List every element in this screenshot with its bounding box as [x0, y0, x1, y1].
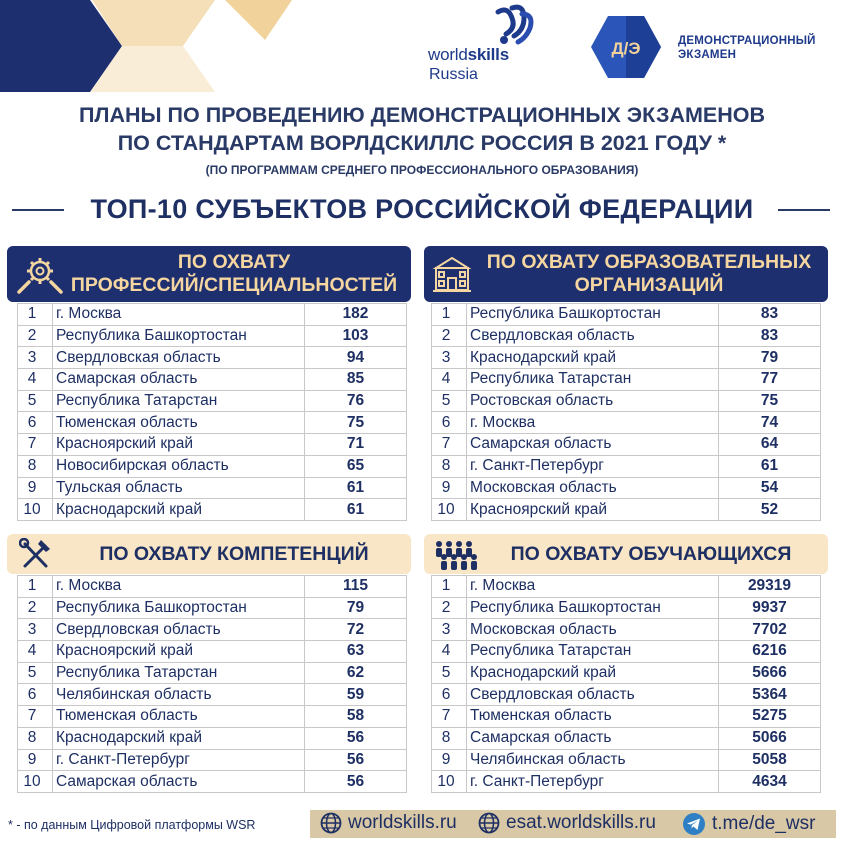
value-cell: 77 [719, 369, 821, 391]
value-cell: 62 [305, 662, 407, 684]
value-cell: 79 [719, 347, 821, 369]
value-cell: 4634 [719, 771, 821, 793]
value-cell: 72 [305, 619, 407, 641]
rank-cell: 5 [432, 662, 467, 684]
rank-cell: 4 [18, 369, 53, 391]
table-row [432, 477, 821, 499]
rank-cell: 8 [18, 727, 53, 749]
panel-organizations [424, 246, 828, 520]
rank-cell: 10 [432, 771, 467, 793]
region-cell: Свердловская область [467, 684, 719, 706]
table-row [432, 434, 821, 456]
rank-cell: 10 [18, 771, 53, 793]
table-row [18, 771, 407, 793]
table-row [18, 455, 407, 477]
value-cell: 75 [305, 412, 407, 434]
rank-cell: 9 [432, 749, 467, 771]
table-row [432, 347, 821, 369]
rank-cell: 4 [432, 641, 467, 663]
table-row [432, 499, 821, 521]
region-cell: Новосибирская область [53, 455, 305, 477]
rank-cell: 4 [432, 369, 467, 391]
rank-cell: 8 [432, 727, 467, 749]
value-cell: 94 [305, 347, 407, 369]
top10-heading [0, 194, 844, 228]
rank-cell: 4 [18, 641, 53, 663]
table-row [18, 434, 407, 456]
table-row [432, 597, 821, 619]
rank-cell: 6 [432, 412, 467, 434]
table-row [18, 684, 407, 706]
region-cell: Республика Башкортостан [467, 304, 719, 326]
demo-exam-wordmark [678, 34, 816, 62]
people-group-icon [434, 540, 478, 570]
region-cell: Республика Татарстан [53, 662, 305, 684]
worldskills-emblem-icon [490, 4, 538, 48]
value-cell: 76 [305, 390, 407, 412]
table-row [432, 304, 821, 326]
panel-students [424, 534, 828, 794]
panel-organizations-title-line2: ОРГАНИЗАЦИЙ [574, 274, 724, 296]
top10-title: ТОП-10 СУБЪЕКТОВ РОССИЙСКОЙ ФЕДЕРАЦИИ [90, 194, 754, 224]
demo-exam-line2: ЭКЗАМЕН [678, 49, 737, 61]
region-cell: Тульская область [53, 477, 305, 499]
panel-competencies [7, 534, 411, 794]
link-telegram[interactable] [682, 812, 815, 836]
rank-cell: 9 [432, 477, 467, 499]
table-row [432, 455, 821, 477]
table-row [432, 706, 821, 728]
region-cell: Красноярский край [53, 434, 305, 456]
region-cell: Краснодарский край [467, 662, 719, 684]
value-cell: 61 [305, 499, 407, 521]
school-building-icon [432, 256, 472, 294]
region-cell: Республика Башкортостан [53, 597, 305, 619]
value-cell: 7702 [719, 619, 821, 641]
region-cell: Московская область [467, 477, 719, 499]
region-cell: г. Санкт-Петербург [467, 771, 719, 793]
region-cell: Краснодарский край [53, 727, 305, 749]
rank-cell: 2 [18, 597, 53, 619]
value-cell: 83 [719, 304, 821, 326]
region-cell: Ростовская область [467, 390, 719, 412]
table-row [18, 477, 407, 499]
rank-cell: 6 [432, 684, 467, 706]
value-cell: 182 [305, 304, 407, 326]
globe-icon [478, 812, 500, 834]
value-cell: 5364 [719, 684, 821, 706]
table-row [18, 597, 407, 619]
table-row [432, 325, 821, 347]
link-esat-text: esat.worldskills.ru [506, 812, 656, 833]
table-row [18, 641, 407, 663]
table-row [432, 749, 821, 771]
table-row [18, 412, 407, 434]
region-cell: Самарская область [467, 434, 719, 456]
region-cell: Краснодарский край [467, 347, 719, 369]
region-cell: г. Москва [53, 304, 305, 326]
region-cell: Свердловская область [53, 347, 305, 369]
region-cell: г. Санкт-Петербург [53, 749, 305, 771]
table-row [18, 390, 407, 412]
page-subtitle: (ПО ПРОГРАММАМ СРЕДНЕГО ПРОФЕССИОНАЛЬНОГО ОБРАЗОВАНИЯ) [205, 163, 639, 177]
region-cell: Челябинская область [53, 684, 305, 706]
region-cell: Краснодарский край [53, 499, 305, 521]
link-worldskills-text: worldskills.ru [348, 812, 457, 833]
crossed-tools-icon [19, 538, 53, 570]
demo-exam-badge-text: Д/Э [611, 39, 641, 58]
panel-organizations-header [424, 246, 828, 302]
table-row [432, 727, 821, 749]
value-cell: 64 [719, 434, 821, 456]
rank-cell: 6 [18, 412, 53, 434]
value-cell: 5275 [719, 706, 821, 728]
rank-cell: 9 [18, 749, 53, 771]
worldskills-subtitle: Russia [429, 66, 478, 83]
telegram-icon [682, 812, 706, 836]
region-cell: Самарская область [467, 727, 719, 749]
table-row [432, 412, 821, 434]
value-cell: 56 [305, 749, 407, 771]
value-cell: 5066 [719, 727, 821, 749]
rank-cell: 3 [18, 619, 53, 641]
value-cell: 103 [305, 325, 407, 347]
value-cell: 59 [305, 684, 407, 706]
table-row [18, 304, 407, 326]
region-cell: Свердловская область [53, 619, 305, 641]
region-cell: Самарская область [53, 369, 305, 391]
value-cell: 5666 [719, 662, 821, 684]
panel-organizations-title [472, 251, 826, 297]
panel-competencies-header [7, 534, 411, 574]
table-row [18, 325, 407, 347]
table-competencies [17, 575, 407, 793]
value-cell: 58 [305, 706, 407, 728]
table-row [18, 499, 407, 521]
region-cell: г. Санкт-Петербург [467, 455, 719, 477]
region-cell: Республика Башкортостан [53, 325, 305, 347]
demo-exam-logo [591, 16, 661, 78]
globe-icon [320, 812, 342, 834]
value-cell: 75 [719, 390, 821, 412]
table-organizations [431, 303, 821, 521]
value-cell: 6216 [719, 641, 821, 663]
value-cell: 71 [305, 434, 407, 456]
table-row [432, 576, 821, 598]
value-cell: 5058 [719, 749, 821, 771]
value-cell: 74 [719, 412, 821, 434]
rank-cell: 8 [432, 455, 467, 477]
region-cell: г. Москва [467, 576, 719, 598]
rank-cell: 3 [432, 347, 467, 369]
rank-cell: 7 [432, 706, 467, 728]
table-students [431, 575, 821, 793]
panel-professions-title-line1: ПО ОХВАТУ [177, 251, 291, 273]
footer-links-bar [310, 810, 836, 838]
rank-cell: 8 [18, 455, 53, 477]
value-cell: 61 [719, 455, 821, 477]
region-cell: Свердловская область [467, 325, 719, 347]
rank-cell: 2 [432, 325, 467, 347]
rank-cell: 1 [18, 576, 53, 598]
rank-cell: 10 [432, 499, 467, 521]
panel-organizations-title-line1: ПО ОХВАТУ ОБРАЗОВАТЕЛЬНЫХ [486, 251, 812, 273]
value-cell: 29319 [719, 576, 821, 598]
table-row [432, 662, 821, 684]
table-row [18, 727, 407, 749]
rank-cell: 7 [18, 434, 53, 456]
region-cell: Республика Башкортостан [467, 597, 719, 619]
rank-cell: 7 [432, 434, 467, 456]
region-cell: Тюменская область [467, 706, 719, 728]
rank-cell: 9 [18, 477, 53, 499]
link-worldskills[interactable] [320, 812, 457, 834]
link-esat[interactable] [478, 812, 656, 834]
rank-cell: 10 [18, 499, 53, 521]
value-cell: 54 [719, 477, 821, 499]
table-row [18, 369, 407, 391]
table-row [432, 390, 821, 412]
rank-cell: 3 [432, 619, 467, 641]
rank-cell: 1 [432, 304, 467, 326]
table-row [18, 619, 407, 641]
divider-right [778, 209, 830, 211]
table-row [432, 619, 821, 641]
panel-professions-title [59, 251, 409, 297]
rank-cell: 5 [18, 390, 53, 412]
decorative-corner-shapes [0, 0, 300, 92]
value-cell: 9937 [719, 597, 821, 619]
page-title-line1: ПЛАНЫ ПО ПРОВЕДЕНИЮ ДЕМОНСТРАЦИОННЫХ ЭКЗАМЕНОВ [78, 103, 766, 127]
table-row [18, 749, 407, 771]
rank-cell: 2 [432, 597, 467, 619]
value-cell: 115 [305, 576, 407, 598]
value-cell: 63 [305, 641, 407, 663]
value-cell: 85 [305, 369, 407, 391]
value-cell: 56 [305, 727, 407, 749]
value-cell: 79 [305, 597, 407, 619]
rank-cell: 5 [18, 662, 53, 684]
panel-students-header [424, 534, 828, 574]
panel-professions-title-line2: ПРОФЕССИЙ/СПЕЦИАЛЬНОСТЕЙ [70, 274, 398, 296]
region-cell: г. Москва [53, 576, 305, 598]
rank-cell: 7 [18, 706, 53, 728]
value-cell: 83 [719, 325, 821, 347]
region-cell: Тюменская область [53, 412, 305, 434]
table-professions [17, 303, 407, 521]
rank-cell: 1 [432, 576, 467, 598]
footnote: * - по данным Цифровой платформы WSR [8, 818, 256, 832]
region-cell: Тюменская область [53, 706, 305, 728]
panel-professions-header [7, 246, 411, 302]
region-cell: Московская область [467, 619, 719, 641]
panel-students-title: ПО ОХВАТУ ОБУЧАЮЩИХСЯ [510, 543, 792, 565]
table-row [18, 576, 407, 598]
table-row [432, 684, 821, 706]
table-row [18, 662, 407, 684]
rank-cell: 5 [432, 390, 467, 412]
rank-cell: 3 [18, 347, 53, 369]
panel-competencies-title: ПО ОХВАТУ КОМПЕТЕНЦИЙ [99, 543, 369, 565]
rank-cell: 1 [18, 304, 53, 326]
region-cell: Самарская область [53, 771, 305, 793]
demo-exam-line1: ДЕМОНСТРАЦИОННЫЙ [678, 35, 816, 47]
gear-wrench-icon [17, 256, 63, 294]
value-cell: 52 [719, 499, 821, 521]
region-cell: Республика Татарстан [53, 390, 305, 412]
region-cell: Красноярский край [467, 499, 719, 521]
worldskills-wordmark: worldskills [428, 45, 509, 64]
table-row [432, 369, 821, 391]
value-cell: 61 [305, 477, 407, 499]
panel-professions [7, 246, 411, 520]
table-row [432, 771, 821, 793]
page-title-line2: ПО СТАНДАРТАМ ВОРЛДСКИЛЛС РОССИЯ В 2021 ГОДУ * [117, 131, 727, 155]
region-cell: Республика Татарстан [467, 641, 719, 663]
value-cell: 56 [305, 771, 407, 793]
region-cell: Красноярский край [53, 641, 305, 663]
link-telegram-text: t.me/de_wsr [712, 813, 816, 834]
table-row [432, 641, 821, 663]
rank-cell: 2 [18, 325, 53, 347]
region-cell: Республика Татарстан [467, 369, 719, 391]
region-cell: г. Москва [467, 412, 719, 434]
table-row [18, 347, 407, 369]
region-cell: Челябинская область [467, 749, 719, 771]
rank-cell: 6 [18, 684, 53, 706]
table-row [18, 706, 407, 728]
value-cell: 65 [305, 455, 407, 477]
worldskills-logo [428, 4, 548, 88]
